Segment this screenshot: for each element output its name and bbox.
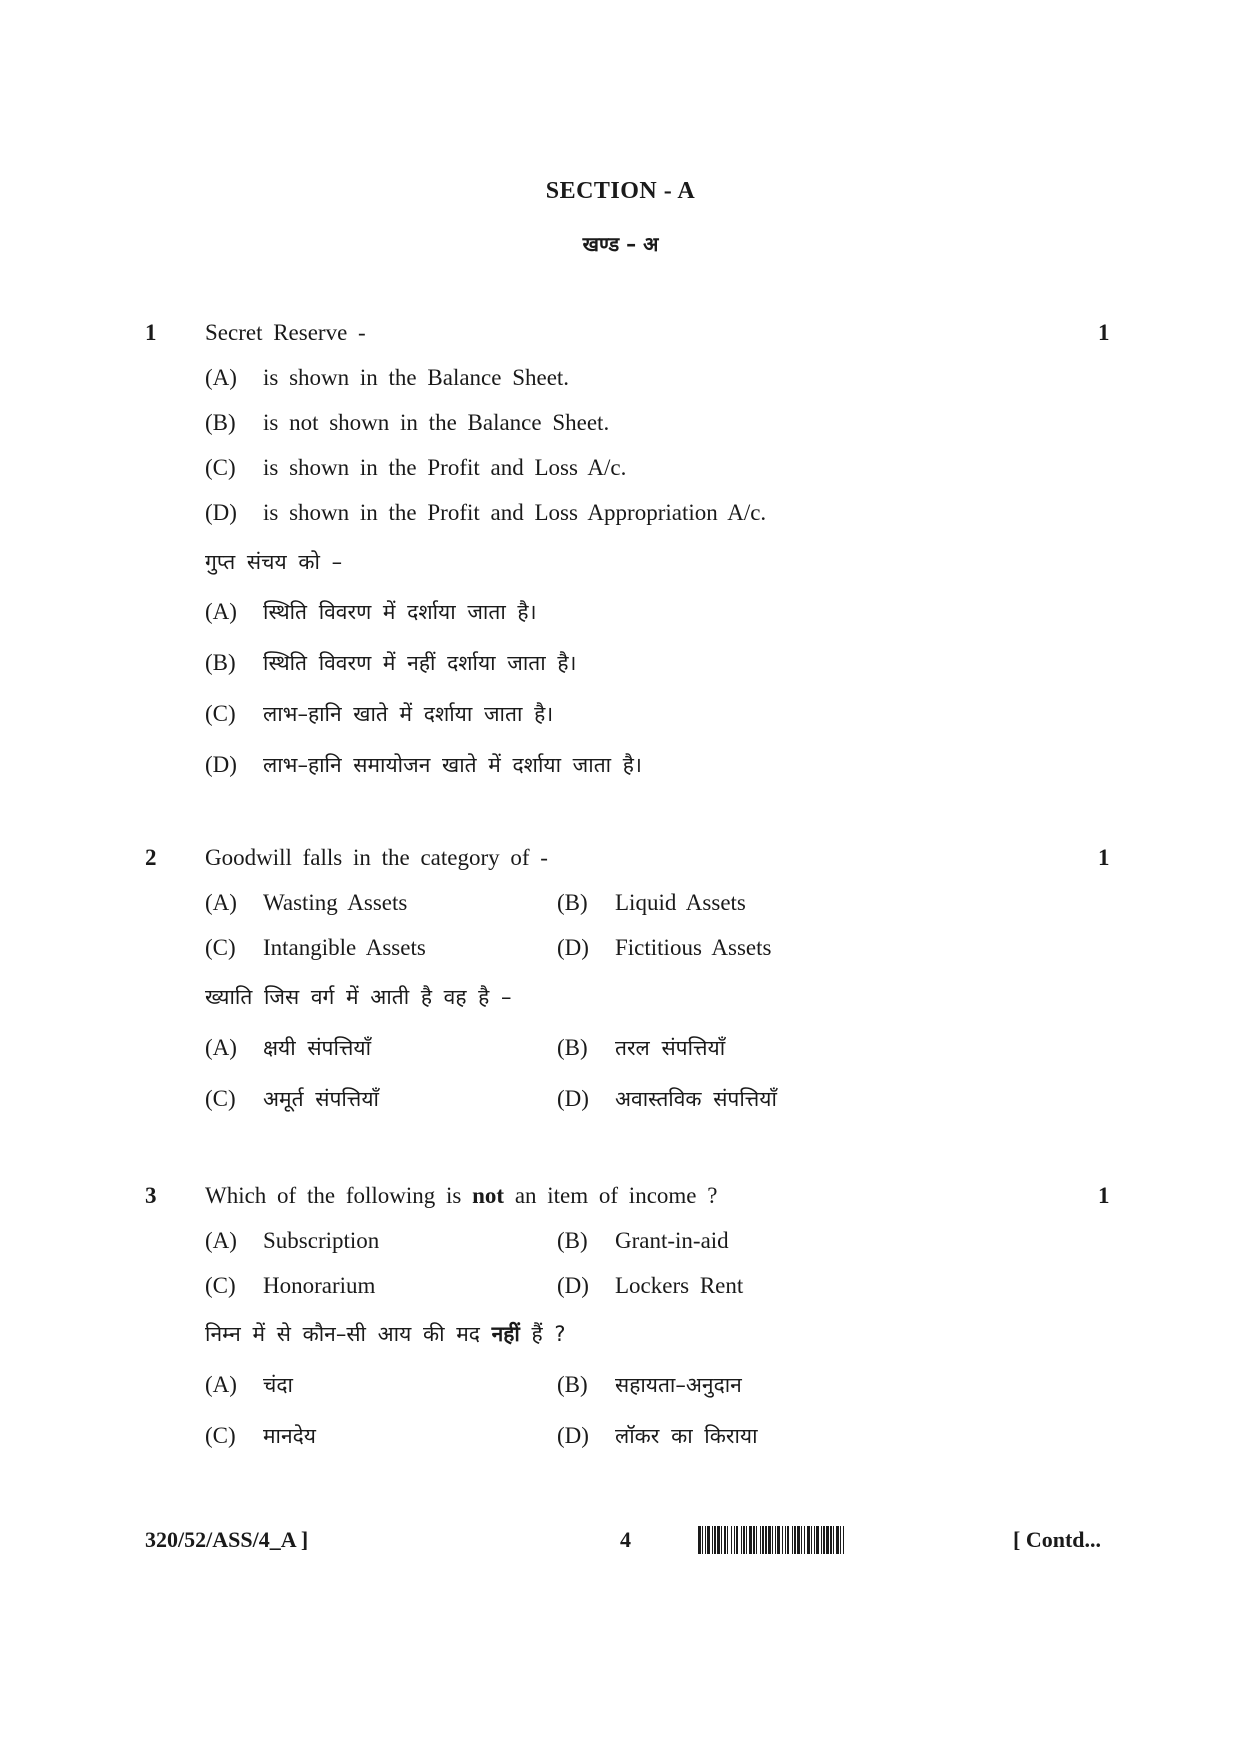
option-a-hindi: (A) क्षयी संपत्तियाँ	[205, 1035, 372, 1060]
question-text-hindi: ख्याति जिस वर्ग में आती है वह है –	[205, 985, 512, 1009]
option-d-hindi: (D) लॉकर का किराया	[557, 1423, 758, 1448]
option-b: (B) Liquid Assets	[557, 890, 746, 915]
option-b-hindi: (B) सहायता–अनुदान	[557, 1372, 742, 1397]
option-c: (C) Intangible Assets	[205, 935, 426, 960]
question-number: 3	[145, 1183, 157, 1208]
section-title: SECTION - A	[545, 178, 696, 204]
question-text: Which of the following is not an item of income ?	[205, 1183, 718, 1208]
option-d: (D) Fictitious Assets	[557, 935, 772, 960]
question-text: Secret Reserve -	[205, 320, 366, 345]
option-c: (C) Honorarium	[205, 1273, 376, 1298]
question-marks: 1	[1098, 845, 1110, 870]
option-a: (A) Wasting Assets	[205, 890, 408, 915]
section-title-hindi: खण्ड – अ	[582, 232, 659, 256]
emphasis-not: not	[472, 1183, 505, 1208]
paper-code: 320/52/ASS/4_A ]	[145, 1527, 309, 1552]
option-d-hindi: (D) लाभ–हानि समायोजन खाते में दर्शाया जाता है।	[205, 752, 642, 777]
option-c-hindi: (C) अमूर्त संपत्तियाँ	[205, 1086, 379, 1111]
question-marks: 1	[1098, 320, 1110, 345]
question-text-hindi: गुप्त संचय को –	[205, 550, 343, 574]
option-c-hindi: (C) लाभ–हानि खाते में दर्शाया जाता है।	[205, 701, 554, 726]
option-b: (B) Grant-in-aid	[557, 1228, 729, 1253]
option-c: (C) is shown in the Profit and Loss A/c.	[205, 455, 627, 480]
page-number: 4	[620, 1527, 631, 1552]
option-a-hindi: (A) चंदा	[205, 1372, 293, 1397]
question-marks: 1	[1098, 1183, 1110, 1208]
question-text-hindi: निम्न में से कौन–सी आय की मद नहीं हैं ?	[205, 1322, 566, 1346]
option-d-hindi: (D) अवास्तविक संपत्तियाँ	[557, 1086, 777, 1111]
option-a: (A) Subscription	[205, 1228, 380, 1253]
option-b-hindi: (B) स्थिति विवरण में नहीं दर्शाया जाता है।	[205, 650, 577, 675]
question-number: 2	[145, 845, 157, 870]
option-a: (A) is shown in the Balance Sheet.	[205, 365, 570, 390]
continued-label: [ Contd...	[1013, 1527, 1102, 1552]
option-a-hindi: (A) स्थिति विवरण में दर्शाया जाता है।	[205, 599, 537, 624]
option-d: (D) Lockers Rent	[557, 1273, 744, 1298]
option-c-hindi: (C) मानदेय	[205, 1423, 316, 1448]
option-b: (B) is not shown in the Balance Sheet.	[205, 410, 610, 435]
barcode-icon	[698, 1526, 1000, 1554]
question-number: 1	[145, 320, 157, 345]
option-d: (D) is shown in the Profit and Loss Appropriation A/c.	[205, 500, 767, 525]
option-b-hindi: (B) तरल संपत्तियाँ	[557, 1035, 726, 1060]
question-text: Goodwill falls in the category of -	[205, 845, 548, 870]
emphasis-nahin: नहीं	[491, 1322, 520, 1346]
